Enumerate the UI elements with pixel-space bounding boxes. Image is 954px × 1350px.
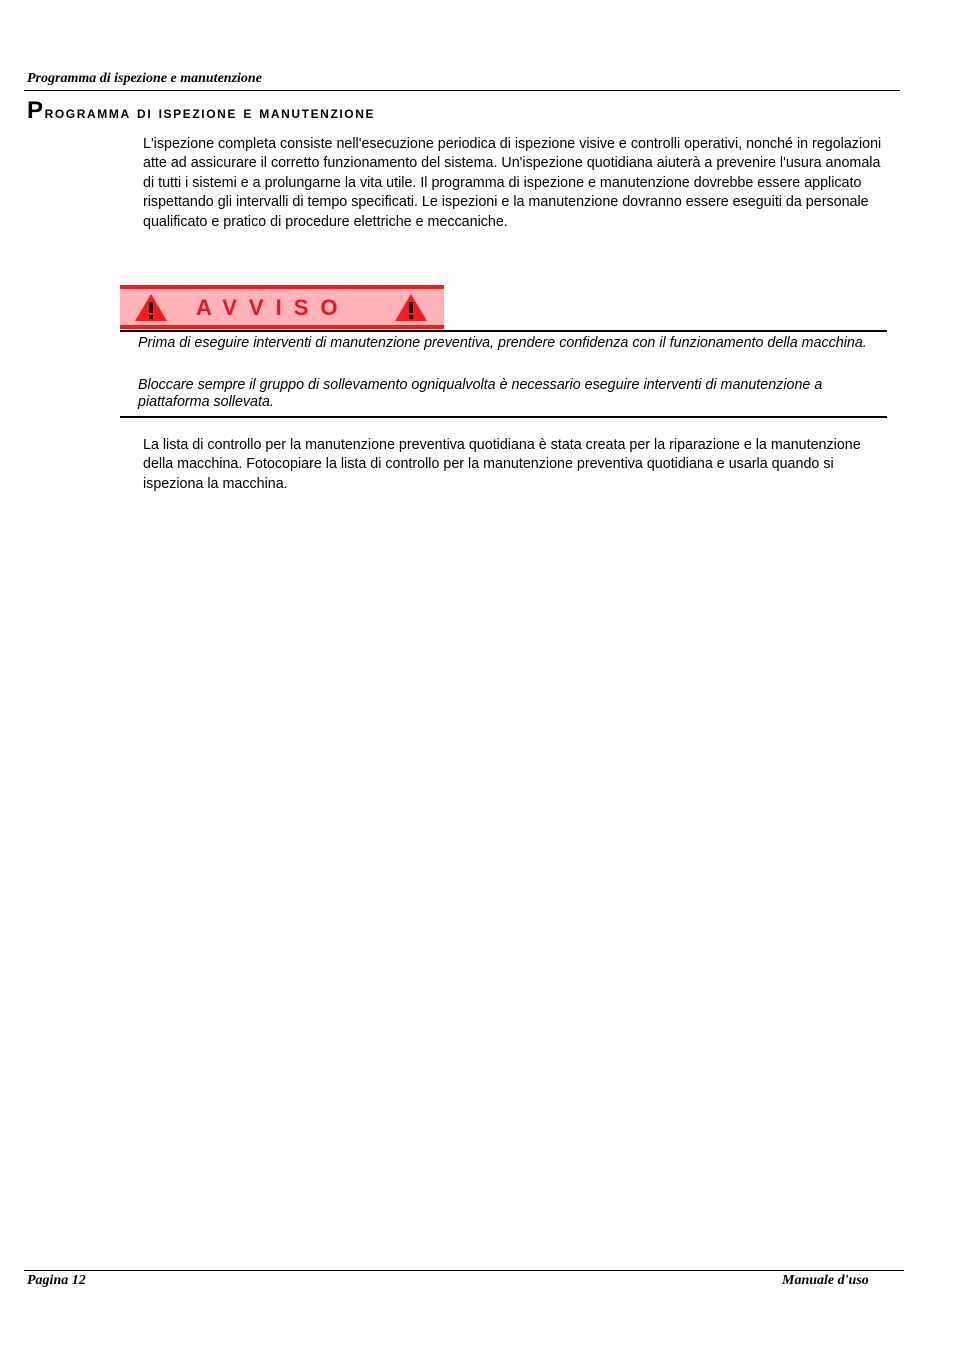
warning-text: Bloccare sempre il gruppo di sollevamento ogniqualvolta è necessario eseguire interventi di manutenzione a piattaforma sollevata.	[138, 377, 823, 410]
warning-triangle-icon	[394, 293, 428, 322]
warning-triangle-icon	[134, 293, 168, 322]
warning-banner	[120, 285, 444, 329]
warning-bottom-rule	[120, 416, 887, 418]
checklist-paragraph: La lista di controllo per la manutenzione preventiva quotidiana è stata creata per la riparazione e la manutenzione della macchina. Fotocopiare la lista di controllo per la manutenzione preventiva quotidiana e usarla quando si ispeziona la macchina.	[143, 437, 861, 492]
section-title	[27, 98, 375, 126]
manual-title: Manuale d'uso	[782, 1273, 869, 1288]
warning-title: AVVISO	[196, 295, 350, 320]
section-title-initial: P	[27, 97, 45, 124]
warning-top-rule	[120, 330, 887, 332]
page-number: Pagina 12	[27, 1273, 86, 1288]
intro-paragraph: L'ispezione completa consiste nell'esecuzione periodica di ispezione visive e controlli operativi, nonché in regolazioni atte ad assicurare il corretto funzionamento del sistema. Un'ispezione quotidiana aiuterà a prevenire l'usura anomala di tutti i sistemi e a prolungarne la vita utile. Il programma di ispezione e manutenzione dovrebbe essere applicato rispettando gli intervalli di tempo specificati. Le ispezioni e la manutenzione dovranno essere eseguiti da personale qualificato e pratico di procedure elettriche e meccaniche.	[143, 136, 882, 230]
header-divider	[24, 90, 900, 91]
section-title-rest: rogramma di ispezione e manutenzione	[44, 103, 376, 122]
footer-divider	[24, 1270, 904, 1271]
warning-text: Prima di eseguire interventi di manutenzione preventiva, prendere confidenza con il funzionamento della macchina.	[138, 335, 867, 351]
running-header: Programma di ispezione e manutenzione	[27, 71, 262, 86]
